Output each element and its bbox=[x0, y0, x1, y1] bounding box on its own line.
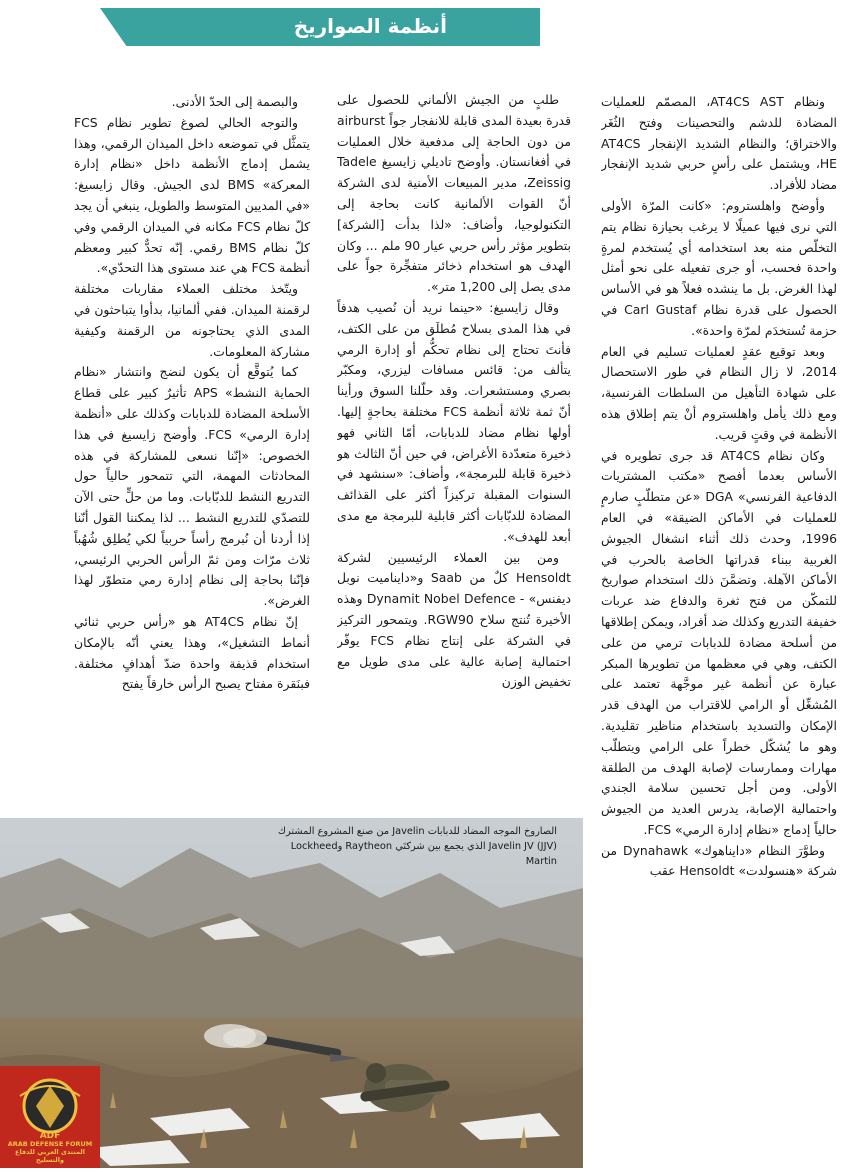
photo-caption bbox=[277, 824, 557, 869]
caption-line: الصاروخ الموجه المضاد للدبابات Javelin من صنع المشروع المشترك bbox=[277, 826, 557, 837]
paragraph: كما يُتوقَّع أن يكون لنضج وانتشار «نظام الحماية النشط» APS تأثيرٌ كبير على قطاع الأسلحة المضادة للدبابات وكذلك على «أنظمة إدارة الرمي» FCS. وأوضح زايسيغ في هذا الخصوص: «إنّنا نسعى للمشاركة في هذه المحادثات المهمة، التي تتمحور حالياً حول التدريع النشط للدبّابات. وما من حلٍّ حتى الآن للتصدّي للتدريع النشط ... لذا يمكننا القول أنّنا إذا أردنا أن نُبرمج رأساً حربياً لكي يُطلِق شُهُباً ثلاث مرّات ومن ثمّ الرأس الحربي الرئيسي، فإنّنا بحاجة إلى نظام إدارة رمي متطوّر لهذا الغرض». bbox=[74, 364, 310, 609]
section-title: أنظمة الصواريخ bbox=[293, 14, 447, 38]
paragraph: ويتّخذ مختلف العملاء مقاربات مختلفة لرقمنة الميدان. ففي ألمانيا، بدأوا يتباحثون في المدى الذي يحتاجونه من الرقمنة وكيفية مشاركة المعلومات. bbox=[74, 281, 310, 359]
paragraph: وأوضح واهلستروم: «كانت المرّة الأولى التي نرى فيها عميلًا لا يرغب بحيازة نظام يتم التخلّص منه بعد استخدامه أي يُستخدم لمرةٍ واحدة فحسب، أو جرى تفعيله على نحو أمثل لهذا الغرض. بل ما ينشده فعلاً هو في الأساس الحصول على قدرة نظام Carl Gustaf في حزمة تُستخدَم لمرّة واحدة». bbox=[601, 197, 837, 338]
paragraph: والتوجه الحالي لصوغ تطوير نظام FCS يتمثَّل في تموضعه داخل الميدان الرقمي، وهذا يشمل إدماج الأنظمة داخل «نظام إدارة المعركة» BMS لدى الجيش. وقال زايسيغ: «في المديين المتوسط والطويل، ينبغي أن يجد كلّ نظام FCS مكانه في الميدان الرقمي وفي كلّ نظام BMS رقمي. إنّه تحدٌّ كبير ومعظم أنظمة FCS هي عند مستوى هذا التحدّي». bbox=[74, 114, 310, 276]
paragraph: وكان نظام AT4CS قد جرى تطويره في الأساس بعدما أفصح «مكتب المشتريات الدفاعية الفرنسي» DGA «عن متطلّبٍ صارمٍ للعمليات في الأماكن الضيقة» في العام 1996، وحدث ذلك أثناء انشغال الجيوش الغربية ببناء قدراتها الخاصة بالحرب في الأماكن الآهلة. وتضمَّنَ ذلك استخدام صواريخ للتمكّن من فتح ثغرة والدفاع ضد عربات خفيفة التدريع وكذلك ضد أفراد، ويمكن إطلاقها من أسلحة مضادة للدبابات ترمي من على الكتف، وهي في معظمها من تطويرها المبكر عبارة عن أنظمة غير موجَّهة تعتمد على المُشغِّل أو الرامي للاقتراب من الهدف قدر الإمكان والتسديد باستخدام مناظير تقليدية. وهو ما يُشكّل خطراً على الرامي ويتطلّب مهارات وممارسات لإصابة الهدف من الطلقة الأولى. ومن أجل تحسين سلامة الجندي واحتمالية الإصابة، يدرس العديد من الجيوش حالياً إدماج «نظام إدارة الرمي» FCS. bbox=[601, 447, 837, 837]
paragraph: ونظام AT4CS AST، المصمّم للعمليات المضادة للدشم والتحصينات وفتح الثُغَر والاختراق؛ والنظام الشديد الإنفجار AT4CS HE، ويشتمل على رأسٍ حربي شديد الإنفجار مضاد للأفراد. bbox=[601, 94, 837, 193]
article-column-middle bbox=[337, 90, 571, 820]
paragraph: ومن بين العملاء الرئيسيين لشركة Hensoldt كلٌ من Saab و«دايناميت نوبل ديفنس» - Dynamit Nobel Defence وهذه الأخيرة تُنتج سلاح RGW90. ويتمحور التركيز في الشركة على إنتاج نظام FCS يوفّر احتمالية إصابة عالية على مدى طويل مع تخفيض الوزن bbox=[337, 549, 571, 690]
paragraph: وبعد توقيع عقدٍ لعمليات تسليم في العام 2014، لا زال النظام في طور الاستحصال على شهادة التأهيل من السلطات الفرنسية، ومع ذلك يأمل واهلستروم أنْ يتم إطلاق هذه الأنظمة في وقتٍ قريب. bbox=[601, 343, 837, 442]
logo-line: المنتدى العربي للدفاع والتسليح bbox=[15, 1148, 85, 1164]
svg-text:ADF: ADF bbox=[39, 1131, 61, 1141]
paragraph: طلبٍ من الجيش الألماني للحصول على قدرة بعيدة المدى قابلة للانفجار جواً airburst من دون الحاجة إلى مدفعية خلال العمليات في أفغانستان. وأوضح تاديلي زايسيغ Tadele Zeissig، مدير المبيعات الأمنية لدى الشركة أنّ القوات الألمانية كانت بحاجة إلى التكنولوجيا، وأضاف: «لذا بدأت [الشركة] بتطوير مؤثر رأس حربي عيار 90 ملم ... وكان الهدف هو استخدام ذخائر متفجِّرة جواً على مدى يصل إلى 1,200 متر». bbox=[337, 92, 571, 295]
paragraph: وقال زايسيغ: «حينما نريد أن نُصيب هدفاً في هذا المدى بسلاح مُطلَق من على الكتف، فأنتَ تحتاج إلى نظام تحكُّم أو إدارة الرمي يتألف من: قائس مسافات ليزري، ومكبّر بصري ومستشعرات. وقد حلّلنا السوق ورأينا أنّ ثمة ثلاثة أنظمة FCS مختلفة بحاجةٍ إليها. أولها نظام مضاد للدبابات، أمّا الثاني فهو ذخيرة متعدّدة الأغراض، في حين أنّ الثالث هو ذخيرة قابلة للبرمجة»، وأضاف: «سنشهد في السنوات المقبلة تركيزاً أكثر على القذائف المضادة للدبّابات أكثر قابلية للبرمجة مع مدى أبعد للهدف». bbox=[337, 299, 571, 544]
logo-line: ARAB DEFENSE FORUM bbox=[7, 1140, 93, 1148]
logo-caption bbox=[2, 1140, 98, 1164]
paragraph: وطوَّرَ النظام «دايناهوك» Dynahawk من شركة «هنسولدت» Hensoldt عقب bbox=[601, 842, 837, 879]
paragraph: إنّ نظام AT4CS هو «رأس حربي ثنائي أنماط التشغيل»، وهذا يعني أنّه بالإمكان استخدام قذيفة واحدة ضدّ أهدافٍ مختلفة. فبنَقرة مفتاح يصبح الرأس خارقاً يفتح bbox=[74, 613, 310, 692]
caption-line: Javelin JV (JJV) الذي يجمع بين شركتَي Raytheon وLockheed Martin bbox=[290, 841, 557, 867]
article-column-left bbox=[74, 92, 310, 810]
paragraph: والبصمة إلى الحدّ الأدنى. bbox=[171, 94, 298, 109]
article-column-right bbox=[601, 92, 837, 1152]
